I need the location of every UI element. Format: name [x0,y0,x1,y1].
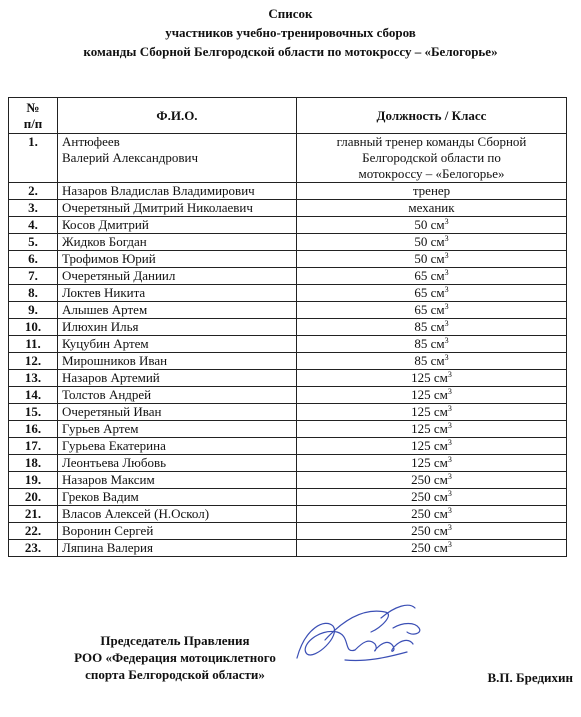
participant-name: Жидков Богдан [58,234,297,251]
engine-class-unit-sup: 3 [447,404,452,413]
participant-name: Назаров Владислав Владимирович [58,183,297,200]
row-number: 11. [9,336,58,353]
participant-position [297,336,567,353]
participant-position [297,489,567,506]
engine-class-unit-sup: 3 [447,472,452,481]
engine-class-unit-sup: 3 [444,319,449,328]
position-line: главный тренер команды Сборной [336,134,527,149]
engine-class-unit: см [433,387,448,402]
signer-line: Председатель Правления [100,633,250,648]
participant-name: Греков Вадим [58,489,297,506]
participant-position [297,285,567,302]
doc-subtitle-team: команды Сборной Белгородской области по мотокроссу – «Белогорье» [83,44,498,59]
participant-name: Очеретяный Даниил [58,268,297,285]
table-row [9,540,567,557]
header-position: Должность / Класс [297,98,567,134]
participant-position [297,134,567,183]
participant-name: Назаров Максим [58,472,297,489]
table-row [9,421,567,438]
engine-class-unit-sup: 3 [447,438,452,447]
engine-class-value: 65 [414,302,428,317]
engine-class-unit: см [430,234,445,249]
engine-class-unit: см [430,268,445,283]
row-number: 16. [9,421,58,438]
row-number: 18. [9,455,58,472]
engine-class-unit-sup: 3 [444,302,449,311]
engine-class-unit: см [433,438,448,453]
engine-class-unit-sup: 3 [444,234,449,243]
row-number: 20. [9,489,58,506]
engine-class-unit: см [430,336,445,351]
engine-class-value: 250 [411,523,431,538]
row-number: 4. [9,217,58,234]
table-row [9,302,567,319]
table-row [9,455,567,472]
participant-position: механик [297,200,567,217]
table-row [9,217,567,234]
engine-class-value: 250 [411,506,431,521]
participant-position [297,404,567,421]
table-row [9,134,567,183]
engine-class-unit-sup: 3 [444,217,449,226]
signer-name: В.П. Бредихин [487,670,573,685]
engine-class-unit: см [433,370,448,385]
table-row [9,387,567,404]
participants-table [8,97,567,557]
engine-class-unit: см [433,404,448,419]
participant-position [297,472,567,489]
row-number: 13. [9,370,58,387]
row-number: 17. [9,438,58,455]
engine-class-unit: см [430,319,445,334]
participant-position [297,438,567,455]
engine-class-value: 125 [411,370,431,385]
row-number: 14. [9,387,58,404]
table-row [9,370,567,387]
participant-name: Ляпина Валерия [58,540,297,557]
engine-class-unit-sup: 3 [447,540,452,549]
signer-line: РОО «Федерация мотоциклетного [74,650,276,665]
engine-class-value: 250 [411,472,431,487]
signer-line: спорта Белгородской области» [85,667,265,682]
row-number: 6. [9,251,58,268]
table-row [9,251,567,268]
table-row [9,489,567,506]
participant-position: тренер [297,183,567,200]
table-row [9,319,567,336]
engine-class-unit: см [430,353,445,368]
engine-class-unit-sup: 3 [444,268,449,277]
participant-name-line: Валерий Александрович [62,150,199,165]
table-row [9,268,567,285]
participant-position [297,268,567,285]
engine-class-unit-sup: 3 [447,370,452,379]
table-header-row [9,98,567,134]
table-row [9,523,567,540]
participant-position [297,506,567,523]
table-row [9,200,567,217]
participant-name: Косов Дмитрий [58,217,297,234]
participant-position [297,234,567,251]
table-body [9,134,567,557]
engine-class-unit: см [433,472,448,487]
engine-class-unit: см [433,523,448,538]
engine-class-unit-sup: 3 [447,506,452,515]
engine-class-value: 65 [414,285,428,300]
engine-class-unit: см [430,217,445,232]
row-number: 12. [9,353,58,370]
participant-name: Алышев Артем [58,302,297,319]
engine-class-value: 125 [411,387,431,402]
engine-class-unit-sup: 3 [447,455,452,464]
participant-position [297,540,567,557]
participant-name: Илюхин Илья [58,319,297,336]
participant-name: Толстов Андрей [58,387,297,404]
engine-class-value: 125 [411,438,431,453]
participant-name: Воронин Сергей [58,523,297,540]
participant-name: Гурьев Артем [58,421,297,438]
engine-class-unit: см [433,455,448,470]
participant-name: Мирошников Иван [58,353,297,370]
engine-class-unit: см [433,489,448,504]
participant-name: Власов Алексей (Н.Оскол) [58,506,297,523]
participant-position [297,217,567,234]
participant-position [297,523,567,540]
engine-class-unit: см [430,251,445,266]
table-row [9,506,567,523]
participant-name: Очеретяный Дмитрий Николаевич [58,200,297,217]
row-number: 3. [9,200,58,217]
participant-name: Очеретяный Иван [58,404,297,421]
engine-class-value: 85 [414,319,428,334]
row-number: 19. [9,472,58,489]
engine-class-unit-sup: 3 [447,523,452,532]
row-number: 1. [9,134,58,183]
signer-title [40,632,310,683]
position-line: Белгородской области по [362,150,501,165]
engine-class-value: 50 [414,234,428,249]
participant-position [297,302,567,319]
participant-position [297,319,567,336]
header-num-line1: № [26,99,40,115]
engine-class-value: 125 [411,404,431,419]
header-name: Ф.И.О. [58,98,297,134]
header-num [9,98,58,134]
engine-class-value: 250 [411,489,431,504]
header-num-line2: п/п [23,115,43,131]
handwritten-signature [285,588,445,678]
table-row [9,353,567,370]
doc-title: Список [268,6,313,21]
doc-subtitle: участников учебно-тренировочных сборов [165,25,416,40]
position-line: мотокроссу – «Белогорье» [358,166,505,181]
row-number: 7. [9,268,58,285]
participant-name: Назаров Артемий [58,370,297,387]
engine-class-value: 250 [411,540,431,555]
table-row [9,472,567,489]
participant-position [297,370,567,387]
row-number: 2. [9,183,58,200]
row-number: 22. [9,523,58,540]
participant-name: Гурьева Екатерина [58,438,297,455]
participant-name: Трофимов Юрий [58,251,297,268]
row-number: 9. [9,302,58,319]
engine-class-unit-sup: 3 [444,336,449,345]
engine-class-unit: см [433,540,448,555]
table-row [9,336,567,353]
row-number: 8. [9,285,58,302]
table-row [9,285,567,302]
engine-class-unit-sup: 3 [447,421,452,430]
engine-class-value: 85 [414,353,428,368]
participant-position [297,251,567,268]
engine-class-value: 65 [414,268,428,283]
row-number: 21. [9,506,58,523]
engine-class-unit: см [430,302,445,317]
table-row [9,234,567,251]
engine-class-unit-sup: 3 [444,285,449,294]
engine-class-unit: см [430,285,445,300]
engine-class-unit: см [433,421,448,436]
participant-position [297,455,567,472]
engine-class-unit: см [433,506,448,521]
table-row [9,183,567,200]
participant-name [58,134,297,183]
table-row [9,438,567,455]
table-row [9,404,567,421]
engine-class-value: 125 [411,455,431,470]
participant-name: Куцубин Артем [58,336,297,353]
engine-class-unit-sup: 3 [447,489,452,498]
engine-class-value: 85 [414,336,428,351]
participant-name-line: Антюфеев [62,134,120,149]
row-number: 5. [9,234,58,251]
row-number: 15. [9,404,58,421]
participant-name: Леонтьева Любовь [58,455,297,472]
participant-position [297,387,567,404]
engine-class-value: 50 [414,251,428,266]
row-number: 10. [9,319,58,336]
engine-class-value: 125 [411,421,431,436]
engine-class-unit-sup: 3 [444,251,449,260]
engine-class-unit-sup: 3 [447,387,452,396]
participant-position [297,353,567,370]
participant-name: Локтев Никита [58,285,297,302]
engine-class-value: 50 [414,217,428,232]
row-number: 23. [9,540,58,557]
engine-class-unit-sup: 3 [444,353,449,362]
participant-position [297,421,567,438]
